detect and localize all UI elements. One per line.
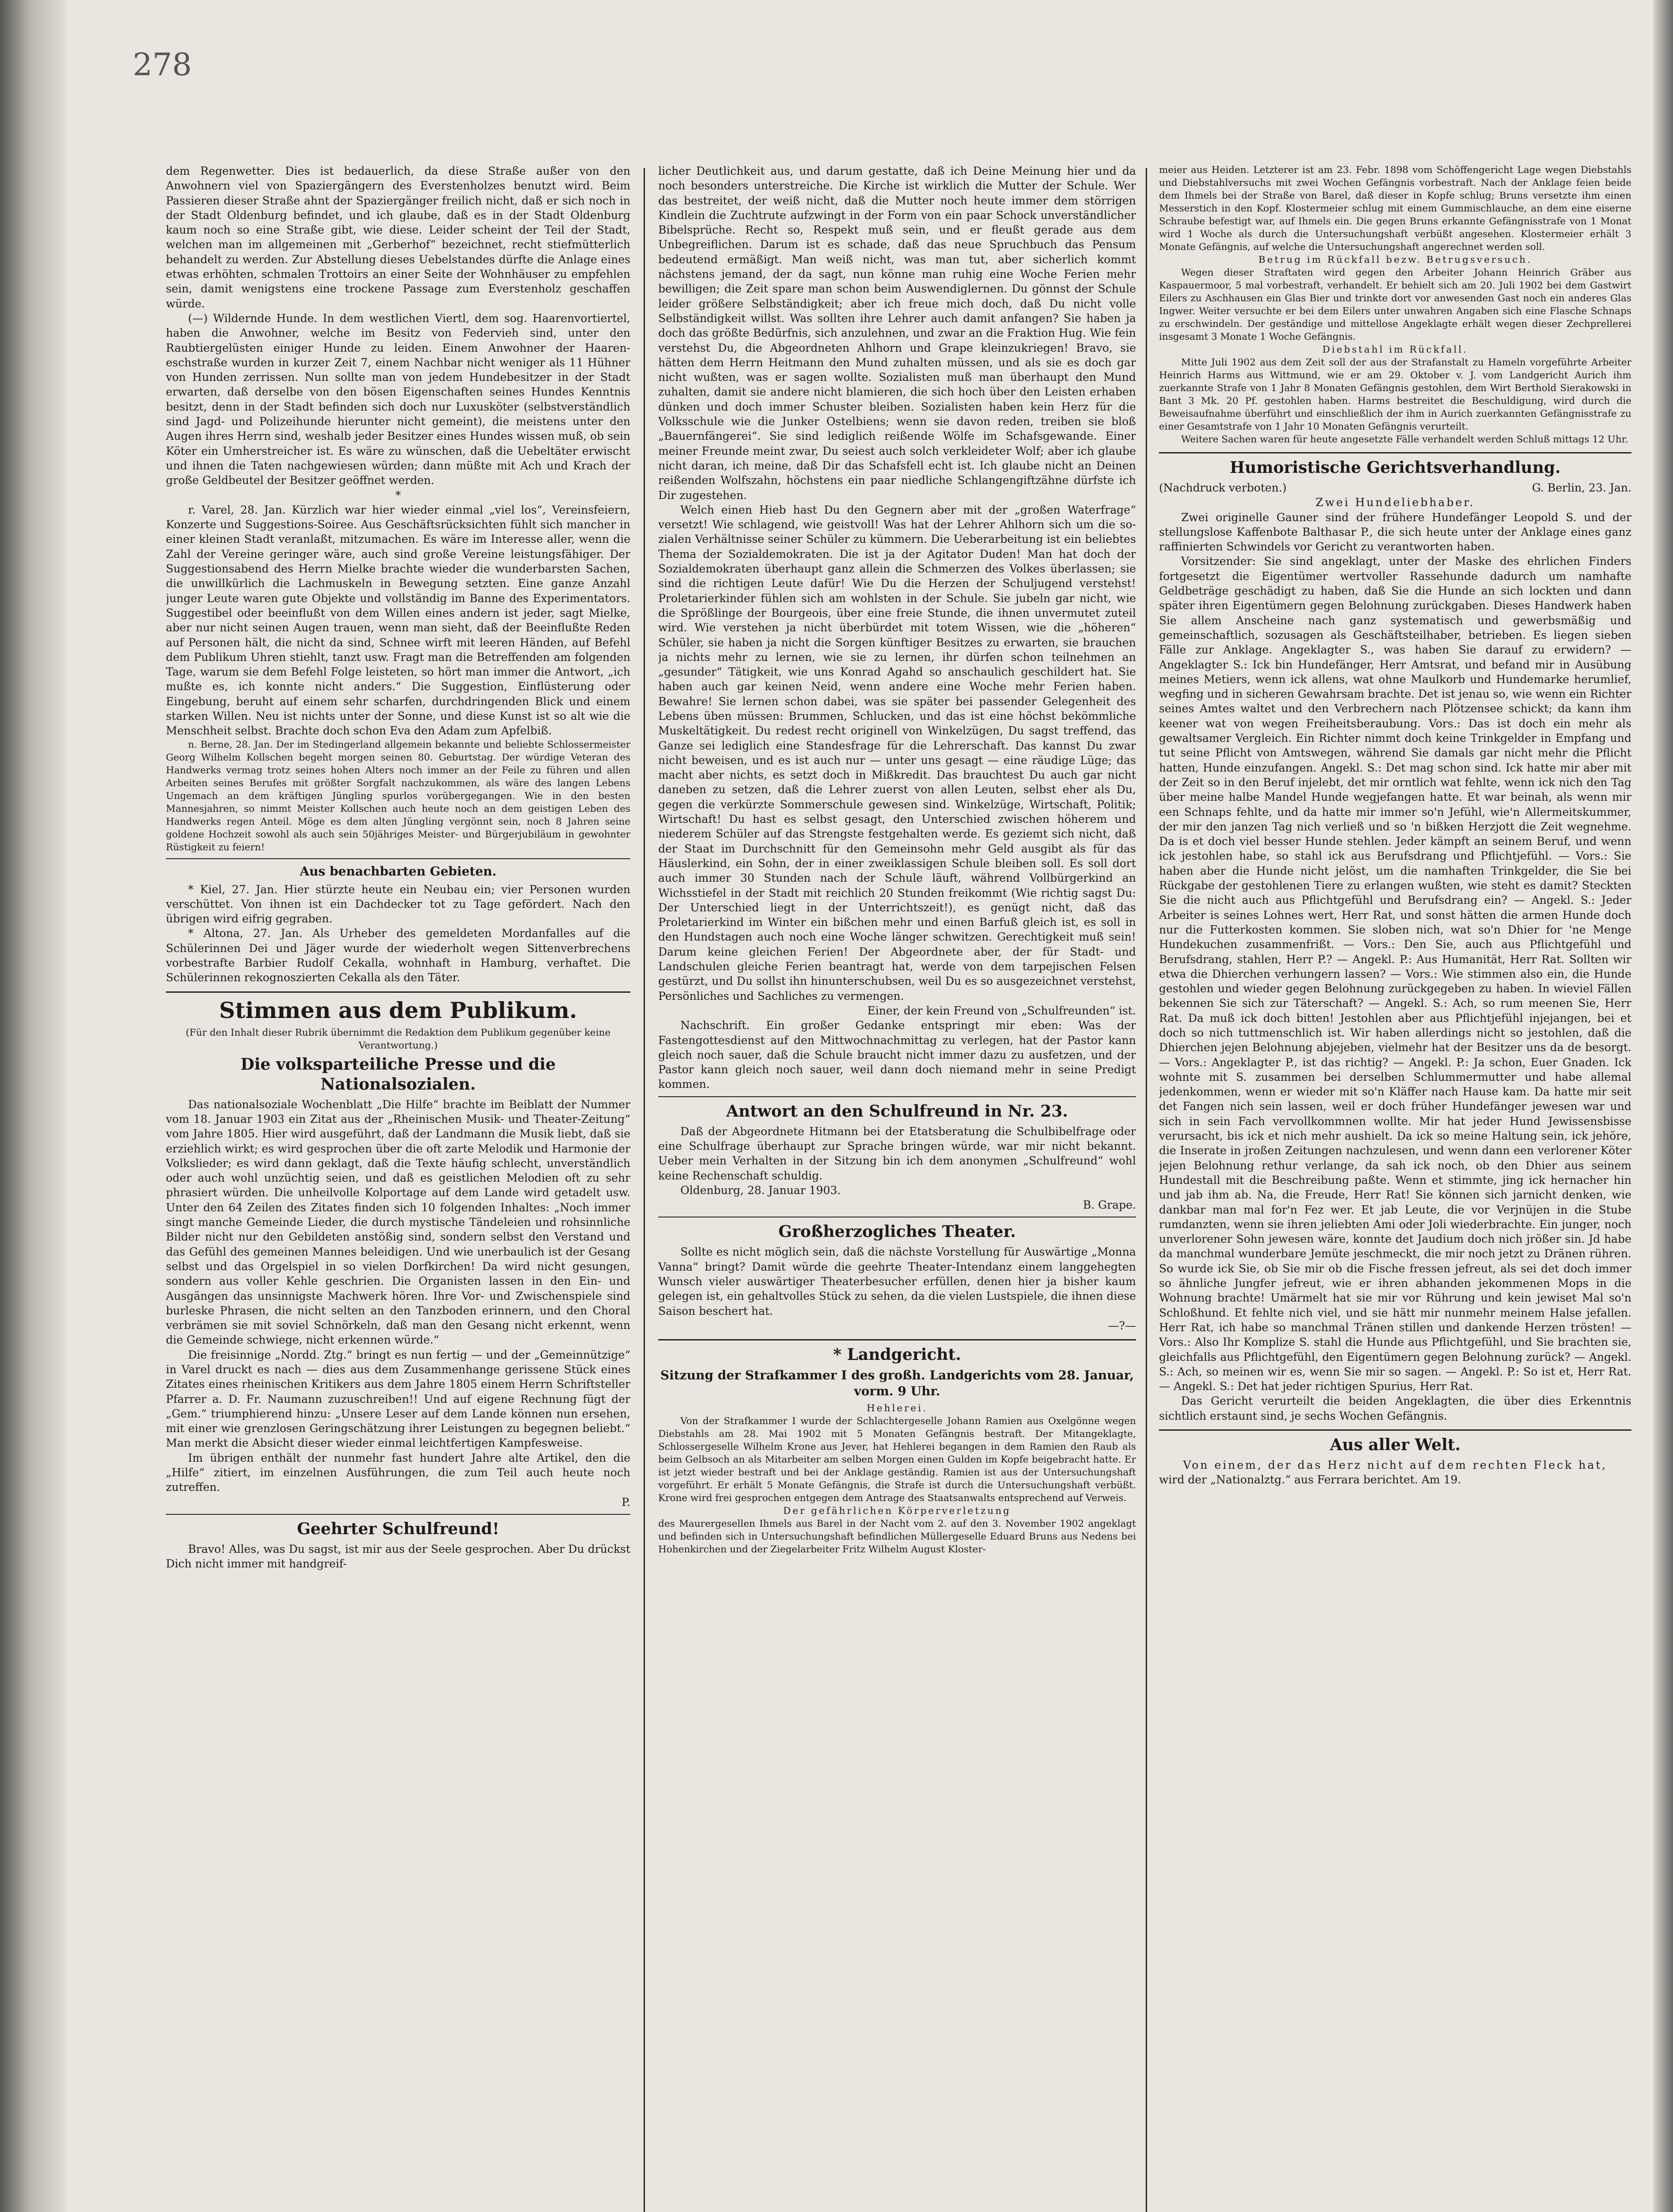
column-1 — [166, 164, 630, 2212]
article-heading: Geehrter Schulfreund! — [297, 1519, 499, 1538]
reprint-note: (Nachdruck verboten.) — [1159, 481, 1287, 494]
article-paragraph: Zwei originelle Gauner sind der frühere Hundefänger Leopold S. und der stellungslose Kaffenbote Balthasar P., die sich heute unter der Anklage eines ganz raffinierten Schwindels vor Gericht zu verantworten haben. — [1159, 511, 1631, 553]
dateline: G. Berlin, 23. Jan. — [1532, 481, 1631, 494]
article-paragraph-small: Weitere Sachen waren für heute angesetzte Fälle verhandelt werden Schluß mittags 12 Uhr. — [1181, 434, 1628, 445]
article-paragraph-small: Wegen dieser Straftaten wird gegen den Arbeiter Johann Heinrich Gräber aus Kaspauermoor, 5 mal vorbestraft, verhandelt. Er behielt sich am 20. Juli 1902 bei dem Gastwirt Eilers zu Aschhausen ein Glas Bier und trinkte dort vor anwesenden Gast noch ein anderes Glas Ingwer. Weiter versuchte er bei dem Eilers unter unwahren Angaben sich eine Flasche Schnaps zu erschwindeln. Der geständige und mittellose Angeklagte erhält wegen dieser Zechprellerei insgesamt 3 Monate 1 Woche Gefängnis. — [1159, 267, 1631, 342]
column-3 — [1159, 164, 1631, 2212]
section-divider — [166, 858, 630, 859]
section-divider — [166, 1514, 630, 1515]
editorial-note: (Für den Inhalt dieser Rubrik übernimmt die Redaktion dem Publikum gegenüber keine Verantwortung.) — [185, 1027, 611, 1051]
signature: —?— — [1108, 1319, 1136, 1332]
signature: B. Grape. — [1083, 1198, 1136, 1212]
article-subheading: Zwei Hundeliebhaber. — [1315, 496, 1475, 509]
article-paragraph-small: des Maurergesellen Ihmels aus Barel in der Nacht vom 2. auf den 3. November 1902 angeklagt und befinden sich in Untersuchungshaft befindlichen Müllergeselle Eduard Bruns aus Nedens bei Hohenkirchen und der Ziegelarbeiter Fritz Wilhelm August Kloster- — [658, 1518, 1136, 1555]
article-paragraph: Welch einen Hieb hast Du den Gegnern aber mit der „großen Waterfrage“ versetzt! Wie schlagend, wie geistvoll! Was hat der Lehrer Ahlhorn sich um die sozialen Verhältnisse seiner Schüler zu kümmern. Die Ueberarbeitung ist ein beliebtes Thema der Sozialdemokraten. Die ist ja der Agitator Duden! Man hat doch der Sozialdemokraten überhaupt ganz allein die Schmerzen des Volkes überlassen; sie sind die richtigen Leute dafür! Wie Du die Herzen der Schuljugend verstehst! Proletarierkinder fühlen sich am wohlsten in der Schule. Sie jubeln gar nicht, wie die Sprößlinge der Bourgeois, über eine freie Stunde, die ihnen unvermutet zuteil wird. Wie verstehen ja nicht überbürdet mit totem Wissen, wie die „höheren“ Schüler, sie haben ja nicht die Sorgen künftiger Besitzes zu erwarten, sie brauchen ja nichts mehr zu lernen, wie sie zu lernen, ihr dürfen schon teilnehmen an „gesunder“ Tätigkeit, wie uns Konrad Agahd so anschaulich geschildert hat. Sie haben auch gar keinen Neid, wenn andere eine Woche mehr Ferien haben. Bewahre! Sie lernen schon dabei, was sie später bei passender Gelegenheit des Lebens üben müssen: Brummen, Schlucken, und das ist eine höchst bekömmliche Muskeltätigkeit. Du redest recht originell von Winkelzügen, Du sagst treffend, das Ganze sei lediglich eine Standesfrage für die Lehrerschaft. Das kannst Du zwar nicht beweisen, und es ist auch nur — unter uns gesagt — eine räudige Lüge; das macht aber nichts, es setzt doch in Mißkredit. Das brauchtest Du auch gar nicht daneben zu setzen, daß die Lehrer zuerst von allen Leuten, selbst eher als Du, gegen die verkürzte Sommerschule gewesen sind. Winkelzüge, Wirtschaft, Politik; Wirtschaft! Du hast es selbst gesagt, den Unterschied zwischen höherem und niederem Schüler auf das Strengste festgehalten werde. Es geziemt sich nicht, daß der Staat im Durchschnitt für den Gemeinsohn mehr Geld ausgibt als für das Häuslerkind, ein Sohn, der in einer zweiklassigen Schule bleiben soll. Es soll dort auch immer 30 Stunden nach der Schule läuft, während Vollbürgerkind an Wichsstiefel in der Stadt mit reichlich 20 Stunden freikommt (Wie richtig sagst Du: Der Unterschied liegt in der Unterrichtszeit!), es genügt nicht, daß das Proletarierkind im Winter ein bißchen mehr und einen Barfuß gleich ist, es soll in den Hundstagen auch noch eine Woche länger schwitzen. Gerechtigkeit muß sein! Darum keine gleichen Ferien! Der Abgeordnete aber, der für Stadt- und Landschulen gleiche Ferien beantragt hat, werde von dem tarpejischen Felsen gestürzt, und Du sollst ihn hinunterschubsen, weil Du es so ausgezeichnet verstehst, Persönliches und Sachliches zu vermengen. — [658, 503, 1136, 1002]
article-paragraph: Bravo! Alles, was Du sagst, ist mir aus der Seele gesprochen. Aber Du drückst Dich nicht immer mit handgreif- — [166, 1542, 630, 1571]
section-divider — [166, 991, 630, 993]
page-outer-edge — [1653, 0, 1673, 2212]
section-divider — [1159, 452, 1631, 453]
article-paragraph: * Kiel, 27. Jan. Hier stürzte heute ein Neubau ein; vier Personen wurden verschüttet. Von ihnen ist ein Dachdecker tot zu Tage gefördert. Nach den übrigen wird eifrig gegraben. — [166, 883, 630, 926]
article-heading: Großherzogliches Theater. — [778, 1222, 1016, 1241]
article-paragraph: Das nationalsoziale Wochenblatt „Die Hilfe“ brachte im Beiblatt der Nummer vom 18. Januar 1903 ein Zitat aus der „Rheinischen Musik- und Theater-Zeitung“ vom Jahre 1805. Hier wird ausgeführt, daß der Landmann die Musik liebt, daß sie erziehlich wirkt; es wird gesprochen über die oft zarte Melodik und Harmonie der Volkslieder; es wird dann geklagt, daß die Texte häufig schlecht, unverständlich oder auch wohl unzüchtig seien, und daß es geistlichen Melodien oft zu sehr phrasiert würden. Die unheilvolle Kolportage auf dem Lande wird getadelt usw. Unter den 64 Zeilen des Zitates finden sich 10 folgenden Inhaltes: „Noch immer singt manche Gemeinde Lieder, die durch mystische Tändeleien und rohsinnliche Bilder nicht nur den Gebildeten anstößig sind, sondern selbst den Verstand und das Gefühl des gemeinen Mannes beleidigen. Und wie unerbaulich ist der Gesang selbst und das Orgelspiel in so vielen Dorfkirchen! Da wird nicht gesungen, sondern aus voller Kehle geschrien. Die Organisten lassen in den Ein- und Ausgängen das unsinnigste Machwerk hören. Ihre Vor- und Zwischenspiele sind burleske Phrasen, die nicht selten an den Tanzboden erinnern, und den Choral verbrämen sie mit soviel Schnörkeln, daß man den Gesang nicht erkennt, wenn die Gemeinde schwiege, nicht erkennen würde.“ — [166, 1098, 630, 1347]
book-gutter-edge — [0, 0, 66, 2212]
column-2 — [658, 164, 1136, 2212]
article-paragraph: Daß der Abgeordnete Hitmann bei der Etatsberatung die Schulbibelfrage oder eine Schulfrage überhaupt zur Sprache bringen würde, war mir nicht bekannt. Ueber mein Verhalten in der Sitzung bin ich dem anonymen „Schulfreund“ wohl keine Rechenschaft schuldig. — [658, 1125, 1136, 1182]
session-heading: Sitzung der Strafkammer I des großh. Landgerichts vom 28. Januar, vorm. 9 Uhr. — [660, 1368, 1134, 1399]
column-rule — [644, 168, 645, 2212]
article-paragraph: (—) Wildernde Hunde. In dem westlichen Viertl, dem sog. Haarenvortiertel, haben die Anwohner, welche im Besitz von Federvieh sind, unter den Raubtiergelüsten einiger Hunde zu leiden. Einem Anwohner der Haareneschstraße wurden in kurzer Zeit 7, einem Nachbar nicht weniger als 11 Hühner von Hunden zerrissen. Nun sollte man von jedem Hundebesitzer in der Stadt erwarten, daß derselbe von den bösen Eigenschaften seines Hundes Kenntnis besitzt, denn in der Stadt befinden sich doch nur Luxusköter (selbstverständlich sind Jagd- und Polizeihunde hierunter nicht gemeint), die meistens unter den Augen ihres Herrn sind, weshalb jeder Besitzer eines Hundes wissen muß, ob sein Köter ein Umherstreicher ist. Es wäre zu wünschen, daß die Uebeltäter erwischt und ihnen die Taten nachgewiesen würden; dann müßte mit Ach und Krach der große Geldbeutel der Besitzer geöffnet werden. — [166, 311, 630, 487]
page-number: 278 — [133, 46, 192, 83]
section-divider — [1159, 1429, 1631, 1431]
case-subheading: Diebstahl im Rückfall. — [1322, 344, 1468, 355]
article-paragraph: Vorsitzender: Sie sind angeklagt, unter der Maske des ehrlichen Finders fortgesetzt die Eigentümer wertvoller Rassehunde dadurch um namhafte Geldbeträge geschädigt zu haben, daß Sie die Hunde an sich lockten und dann später ihren Eigentümern gegen Belohnung zurückgaben. Dieses Handwerk haben Sie allem Anscheine nach ganz systematisch und gewerbsmäßig und gemeinschaftlich, sozusagen als Geschäftsteilhaber, betrieben. Es liegen sieben Fälle zur Anklage. Angeklagter S., was haben Sie darauf zu erwidern? — Angeklagter S.: Ick bin Hundefänger, Herr Amtsrat, und befand mir in Ausübung meines Metiers, wenn ick allens, wat ohne Maulkorb und Hundemarke herumlief, wegfing und in sicheren Gewahrsam brachte. Det ist jenau so, wie wenn ein Richter seines Amtes waltet und den Verbrechern nach Plötzensee schickt; da kann ihm keener wat von wegen Freiheitsberaubung. Vors.: Das ist doch ein mehr als gewaltsamer Vergleich. Ein Richter nimmt doch keine Trinkgelder in Empfang und tut seine Pflicht von Amtswegen, während Sie damals gar nicht mehr die Pflicht hatten, Hunde einzufangen. Angekl. S.: Det mag schon sind. Ick hatte mir aber mit der Zeit so in den Beruf injelebt, det mir orntlich wat fehlte, wenn ick nich den Tag über meine halbe Mandel Hunde wegjefangen hatte. Et war beinah, als wenn mir een Schnaps fehlte, und da hatte mir immer so'n Jefühl, wie'n Allermeitskummer, der mir den janzen Tag nich verließ und so 'n bißken Herzjott die Zeit wegnehme. Da is et doch viel besser Hunde stehlen. Jeder kämpft an seinem Beruf, und wenn ick jestohlen habe, so stahl ick aus Berufsdrang und Pflichtjefühl. — Vors.: Sie haben aber die Hunde nicht jelöst, um die namhaften Trinkgelder, die Sie bei Rückgabe der gestohlenen Tiere zu erlangen wußten, wie steht es damit? Steckten Sie die nicht auch aus Pflichtgefühl und Berufsdrang ein? — Angekl. S.: Jeder Arbeiter is seines Lohnes wert, Herr Rat, und sonst hätten die armen Hunde doch nur die Futterkosten kommen. Sie sloben nich, wat so'n Dhier for 'ne Menge Hundekuchen zusammenfrißt. — Vors.: Den Sie, auch aus Pflichtgefühl und Berufsdrang, stahlen, Herr P.? — Angekl. P.: Aus Humanität, Herr Rat. Sollten wir etwa die Dhierchen verhungern lassen? — Vors.: Wie stimmen also ein, die Hunde gestohlen und wieder gegen Belohnung zurückgegeben zu haben. In wieviel Fällen bekennen Sie sich zur Täterschaft? — Angekl. S.: Ach, so rum meenen Sie, Herr Rat. Da muß ick doch bitten! Jestohlen aber aus Pflichtjefühl injejangen, bei et doch so nich tuttmenschlich ist. Wir haben allerdings nicht so jestohlen, daß die Dhierchen jejen Belohnung abjejeben, vielmehr hat der Besitzer uns da de besorgt. — Vors.: Angeklagter P., ist das richtig? — Angekl. P.: Ja schon, Euer Gnaden. Ick wohnte mit S. zusammen bei derselben Schlummermutter und habe allemal jedenkommen, wenn er wieder mit so'n Kläffer nach Hause kam. Da hatte mir seit det Fangen nich sein lassen, weil er doch früher Hundefänger jewesen war und sich in sein Fach vervollkommnen wollte. Mir hat jeder Hund Jewissensbisse verursacht, bis ick et nich mehr aushielt. Da ick so meine Haltung sein, ick jehöre, die Inserate in jroßen Zeitungen nachzulesen, und wenn dann een verlorener Köter jejen Belohnung rethur verlange, da sah ick noch, ob den Dhier aus seinem Hundestall mit die Beschreibung paßte. Wenn et stimmte, jing ick hernacher hin und jab ihm ab. Na, die Freude, Herr Rat! Sie können sich jarnicht denken, wie dankbar man mal for'n Fez wer. Et jab Leute, die vor Verjnüjen in die Stube rumdanzten, wenn sie ihren jeliebten Ami oder Joli wiederbrachte. Ein junger, noch unverlorener Sohn jewesen wäre, konnte det Jaudium doch nich jrößer sin. Jd habe da manchmal wunderbare Jemüte jeschmeckt, die mir noch jetzt zu Dränen rühren. So wurde ick Sie, ob Sie mir ob die Fische fressen jefreut, als sei det doch immer so ähnliche Jungfer jefreut, wie er ihren abhanden jekommenen Mops in die Wohnung brachte! Umärmelt hat sie mir vor Rührung und kein jewiset Mal so'n Schloßhund. Et fehlte nich viel, und sie hätt mir nunmehr meinem Halse jefallen. Herr Rat, ich habe so manchmal Tränen stillen und dankende Herzen trösten! — Vors.: Also Ihr Komplize S. stahl die Hunde aus Pflichtgefühl, und Sie brachten sie, gleichfalls aus Pflichtgefühl, den Eigentümern gegen Belohnung zurück? — Angekl. S.: Ach, so meinen wir es, wenn Sie mir so sagen. — Angekl. P.: So ist et, Herr Rat. — Angekl. S.: Det hat jeder richtigen Spurius, Herr Rat. — [1159, 555, 1631, 1393]
section-heading: Aus aller Welt. — [1330, 1436, 1461, 1454]
article-subheading: Von einem, der das Herz nicht auf dem rechten Fleck hat, — [1183, 1459, 1608, 1471]
article-heading: Humoristische Gerichtsverhandlung. — [1230, 458, 1561, 477]
section-heading: Aus benachbarten Gebieten. — [299, 864, 497, 879]
section-heading: * Landgericht. — [833, 1345, 961, 1364]
signature-location: Oldenburg, 28. Januar 1903. — [680, 1183, 841, 1197]
article-paragraph: r. Varel, 28. Jan. Kürzlich war hier wieder einmal „viel los“, Vereinsfeiern, Konzerte und Suggestions-Soiree. Aus Geschäftsrücksichten fühlt sich mancher in einer kleinen Stadt veranlaßt, mitzumachen. Es wäre im Interesse aller, wenn die Zahl der Vereine geringer wäre, auch sind große Vereine leistungsfähiger. Der Suggestionsabend des Herrn Mielke brachte wieder die wunderbarsten Sachen, die unwillkürlich die Lachmuskeln in Bewegung setzten. Eine ganze Anzahl junger Leute waren gute Objekte und vollständig im Banne des Experimentators. Suggestibel oder beeinflußt von dem Willen eines andern ist jeder, sagt Mielke, aber nur nicht seinen Augen trauen, wenn man sieht, daß der Beeinflußte Reden auf Personen hält, die nicht da sind, Schnee wirft mit leeren Händen, auf Befehl dem Publikum Uhren stiehlt, tanzt usw. Fragt man die Betreffenden am folgenden Tage, warum sie dem Befehl Folge leisteten, so hört man immer die Antwort, „ich mußte es, ich konnte nicht anders.“ Die Suggestion, Einflüsterung oder Eingebung, beruht auf einem sehr scharfen, durchdringenden Blick und einem starken Willen. Neu ist nichts unter der Sonne, und diese Kunst ist so alt wie die Menschheit selbst. Brachte doch schon Eva den Adam zum Apfelbiß. — [166, 503, 630, 737]
article-paragraph: dem Regenwetter. Dies ist bedauerlich, da diese Straße außer von den Anwohnern viel von Spaziergängern des Everstenholzes benutzt wird. Beim Passieren dieser Straße ahnt der Spaziergänger freilich nicht, daß er sich noch in der Stadt Oldenburg befindet, und ich glaube, daß es in der Stadt Oldenburg kaum noch so eine Straße gibt, wie diese. Leider scheint der Teil der Stadt, welchen man im allgemeinen mit „Gerberhof“ bezeichnet, recht stiefmütterlich behandelt zu werden. Zur Abstellung dieses Uebelstandes dürfte die Anlage eines etwas erhöhten, schmalen Trottoirs an einer Seite der Wohnhäuser zu empfehlen sein, damit wenigstens eine trockene Passage zum Everstenholz geschaffen würde. — [166, 165, 630, 310]
article-paragraph: Sollte es nicht möglich sein, daß die nächste Vorstellung für Auswärtige „Monna Vanna“ bringt? Damit würde die geehrte Theater-Intendanz einem langgehegten Wunsch vieler auswärtiger Theaterbesucher erfüllen, denen hier ja bisher kaum gelegen ist, ein gehaltvolles Stück zu sehen, da die vielen Lustspiele, die ihnen diese Saison beschert hat. — [658, 1245, 1136, 1317]
case-subheading: Der gefährlichen Körperverletzung — [783, 1505, 1011, 1517]
column-rule — [1146, 168, 1147, 2212]
article-paragraph-small: meier aus Heiden. Letzterer ist am 23. Febr. 1898 vom Schöffengericht Lage wegen Diebstahls und Diebstahlversuchs mit zwei Wochen Gefängnis vorbestraft. Nach der Anklage feien beide dem Ihmels bei der Straße von Barel, daß dieser in Kopfe schlug; Bruns versetzte ihm einen Messerstich in den Kopf. Klostermeier schlug mit einem Gummischlauche, an dem eine eiserne Schraube befestigt war, auf Ihmels ein. Die gegen Bruns erkannte Gefängnisstrafe von 1 Monat wird 1 Woche als durch die Untersuchungshaft verbüßt angesehen. Klostermeier erhält 3 Monate Gefängnis, auf welche die Untersuchungshaft angerechnet werden soll. — [1159, 165, 1631, 253]
article-heading: Die volksparteiliche Presse und die Nationalsozialen. — [240, 1055, 556, 1094]
case-subheading: Hehlerei. — [867, 1403, 928, 1414]
section-heading: Stimmen aus dem Publikum. — [219, 997, 577, 1023]
section-divider — [658, 1339, 1136, 1340]
article-paragraph-small: n. Berne, 28. Jan. Der im Stedingerland allgemein bekannte und beliebte Schlossermeister Georg Wilhelm Kollschen begeht morgen seinen 80. Geburtstag. Der würdige Veteran des Handwerks vermag trotz seines hohen Alters noch immer an der Feile zu führen und allen Arbeiten seines Berufes mit größter Sorgfalt nachzukommen, als wäre des langen Lebens Ungemach an dem kräftigen Jüngling spurlos vorübergegangen. Wie in den besten Mannesjahren, so nimmt Meister Kollschen auch heute noch an dem geistigen Leben des Handwerks regen Anteil. Möge es dem alten Jüngling vergönnt sein, noch 8 Jahren seine goldene Hochzeit sowohl als auch sein 50jähriges Meister- und Bürgerjubiläum in gewohnter Rüstigkeit zu feiern! — [166, 739, 630, 853]
article-paragraph: * Altona, 27. Jan. Als Urheber des gemeldeten Mordanfalles auf die Schülerinnen Dei und Jäger wurde der wiederholt wegen Sittenverbrechens vorbestrafte Barbier Rudolf Cekalla, wohnhaft in Hamburg, verhaftet. Die Schülerinnen rekognoszierten Cekalla als den Täter. — [166, 927, 630, 984]
signature: P. — [622, 1495, 630, 1509]
article-paragraph: wird der „Nationalztg.“ aus Ferrara berichtet. Am 19. — [1159, 1473, 1461, 1486]
dateline-row — [1159, 480, 1631, 495]
article-paragraph: licher Deutlichkeit aus, und darum gestatte, daß ich Deine Meinung hier und da noch besonders unterstreiche. Die Kirche ist wirklich die Mutter der Schule. Wer das bestreitet, der weiß nicht, daß die Mutter noch heute immer dem störrigen Kindlein die Zuchtrute aufzwingt in der Form von ein paar Schock unverständlicher Bibelsprüche. Recht so, Respekt muß sein, und er fleußt gerade aus dem Unbegreiflichen. Darum ist es schade, daß das neue Spruchbuch das Pensum bedeutend ermäßigt. Man weiß nicht, was man tut, aber sicherlich kommt nächstens jemand, der da sagt, nun könne man ruhig eine Woche Ferien mehr bewilligen; die Zeit spare man schon beim Auswendiglernen. Du gönnst der Schule leider größere Selbständigkeit; aber ich freue mich doch, daß Du nicht volle Selbständigkeit willst. Was sollten ihre Lehrer auch damit anfangen? Sie haben ja doch das größte Bedürfnis, sich anzulehnen, und zwar an die Fraktion Hug. Wie fein verstehst Du, die Abgeordneten Ahlhorn und Grape kleinzukriegen! Bravo, sie hätten dem Herrn Heitmann den Mund zuhalten müssen, und als sie es doch gar nicht wußten, was er sagen wollte. Sozialisten muß man überhaupt den Mund zuhalten, damit sie andere nicht blamieren, die sich hoch über den Leisten erhaben dünken und doch immer Schuster bleiben. Sozialisten haben kein Herz für die Volksschule wie die Junker Ostelbiens; wenn sie davon reden, treiben sie bloß „Bauernfängerei“. Sie sind lediglich reißende Wölfe im Schafsgewande. Einer meiner Freunde meint zwar, Du seiest auch solch verkleideter Wolf; aber ich glaube nicht daran, ich meine, daß Dir das Schafsfell echt ist. Ich glaube nicht an Deinen reißenden Wolfszahn, höchstens ein paar niedliche Schlangengiftzähne dürfste ich Dir zugestehen. — [658, 165, 1136, 502]
case-subheading: Betrug im Rückfall bezw. Betrugsversuch. — [1258, 254, 1532, 265]
article-paragraph: Nachschrift. Ein großer Gedanke entspringt mir eben: Was der Fastengottesdienst auf den Mittwochnachmittag zu verlegen, hat der Pastor kann gleich noch sauer, daß die Schule braucht nicht immer dazu zu ausfetzen, und der Pastor kann gleich noch sauer, weil dann doch niemand mehr in seine Predigt kommen. — [658, 1019, 1136, 1091]
separator-asterisk: * — [395, 488, 401, 502]
article-paragraph: Das Gericht verurteilt die beiden Angeklagten, die über dies Erkenntnis sichtlich erstaunt sind, je sechs Wochen Gefängnis. — [1159, 1394, 1631, 1422]
article-paragraph: Die freisinnige „Nordd. Ztg.“ bringt es nun fertig — und der „Gemeinnützige“ in Varel druckt es nach — dies aus dem Zusammenhange gerissene Stück eines Zitates eines rheinischen Kritikers aus dem Jahre 1805 einem Herrn Schriftsteller Pfarrer a. D. Fr. Naumann zuzuschreiben!! Und auf eigene Rechnung fügt der „Gem.“ triumphierend hinzu: „Unsere Leser auf dem Lande können nun ersehen, mit einer wie grenzlosen Geringschätzung ihrer Leistungen zu begegnen beliebt.“ Man merkt die Absicht dieser wieder einmal leichtfertigen Kampfesweise. — [166, 1348, 630, 1450]
section-divider — [658, 1096, 1136, 1097]
signature: Einer, der kein Freund von „Schulfreunden“ ist. — [867, 1004, 1136, 1017]
article-paragraph: Im übrigen enthält der nunmehr fast hundert Jahre alte Artikel, den die „Hilfe“ zitiert, im einzelnen Ausführungen, die zum Teil auch heute noch zutreffen. — [166, 1451, 630, 1494]
article-paragraph-small: Von der Strafkammer I wurde der Schlachtergeselle Johann Ramien aus Oxelgönne wegen Diebstahls am 28. Mai 1902 mit 5 Monaten Gefängnis bestraft. Der Mitangeklagte, Schlossergeselle Wilhelm Krone aus Jever, hat Hehlerei begangen in dem Ramien den Raub als beim Gelbsoch an als Mitarbeiter am selben Morgen einen Gulden im Kopfe beigebracht hatte. Er ist jetzt wieder bestraft und bei der Anklage geständig. Ramien ist aus der Untersuchungshaft vorgeführt. Er erhält 5 Monate Gefängnis, die Strafe ist durch die Untersuchungshaft verbüßt. Krone wird frei gesprochen entgegen dem Antrage des Staatsanwalts entsprechend auf Verweis. — [658, 1416, 1136, 1504]
article-heading: Antwort an den Schulfreund in Nr. 23. — [726, 1102, 1068, 1121]
article-paragraph-small: Mitte Juli 1902 aus dem Zeit soll der aus der Strafanstalt zu Hameln vorgeführte Arbeiter Heinrich Harms aus Wittmund, wie er am 29. Oktober v. J. vom Landgericht Aurich ihm zuerkannte Strafe von 1 Jahr 8 Monaten Gefängnis gestohlen, dem Wirt Berthold Sierakowski in Bant 3 Mk. 20 Pf. gestohlen haben. Harms bestreitet die Beschuldigung, wird durch die Beweisaufnahme überführt und einschließlich der ihm in Aurich zuerkannten Gefängnisstrafe zu einer Gesamtstrafe von 1 Jahr 10 Monaten Gefängnis verurteilt. — [1159, 357, 1631, 432]
